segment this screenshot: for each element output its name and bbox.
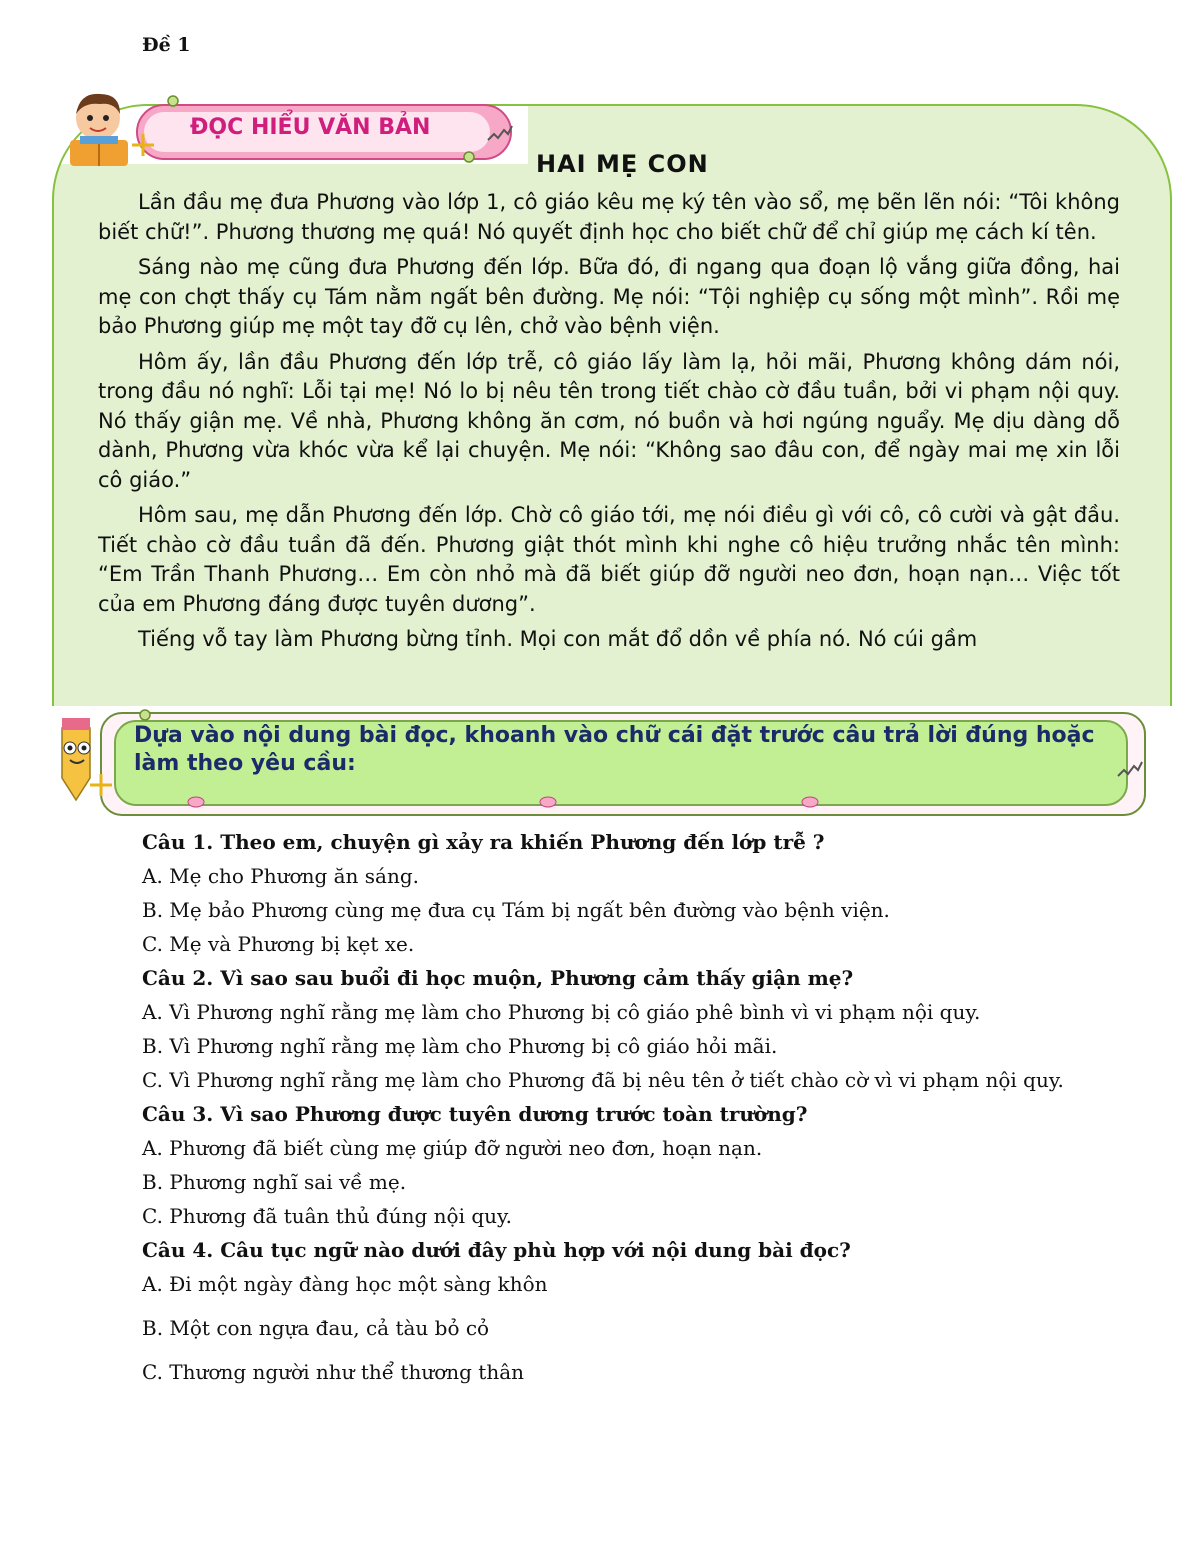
question-list: [142, 830, 1142, 1404]
question-title: Câu 2. Vì sao sau buổi đi học muộn, Phương cảm thấy giận mẹ?: [142, 966, 854, 990]
dot-icon: [462, 150, 476, 164]
question-title: Câu 1. Theo em, chuyện gì xảy ra khiến Phương đến lớp trễ ?: [142, 830, 825, 854]
petal-icon: [538, 794, 558, 810]
question-2: [142, 966, 1142, 1092]
dot-icon: [166, 94, 180, 108]
answer-option[interactable]: B. Vì Phương nghĩ rằng mẹ làm cho Phương bị cô giáo hỏi mãi.: [142, 1034, 778, 1058]
question-title: Câu 4. Câu tục ngữ nào dưới đây phù hợp với nội dung bài đọc?: [142, 1238, 851, 1262]
answer-option[interactable]: C. Vì Phương nghĩ rằng mẹ làm cho Phương đã bị nêu tên ở tiết chào cờ vì vi phạm nội quy.: [142, 1068, 1064, 1092]
answer-option[interactable]: B. Mẹ bảo Phương cùng mẹ đưa cụ Tám bị ngất bên đường vào bệnh viện.: [142, 898, 890, 922]
answer-option[interactable]: A. Mẹ cho Phương ăn sáng.: [142, 864, 420, 888]
question-4: [142, 1238, 1142, 1384]
answer-option[interactable]: C. Mẹ và Phương bị kẹt xe.: [142, 932, 415, 956]
question-1: [142, 830, 1142, 956]
sparkle-icon: [88, 772, 114, 798]
passage-text: [98, 188, 1120, 700]
boy-reading-icon: [60, 88, 138, 170]
petal-icon: [186, 794, 206, 810]
paragraph: Tiếng vỗ tay làm Phương bừng tỉnh. Mọi con mắt đổ dồn về phía nó. Nó cúi gầm: [138, 627, 978, 651]
answer-option[interactable]: A. Vì Phương nghĩ rằng mẹ làm cho Phương bị cô giáo phê bình vì vi phạm nội quy.: [142, 1000, 981, 1024]
question-3: [142, 1102, 1142, 1228]
story-title: HAI MẸ CON: [536, 150, 709, 178]
paragraph: Sáng nào mẹ cũng đưa Phương đến lớp. Bữa đó, đi ngang qua đoạn lộ vắng giữa đồng, hai mẹ con chợt thấy cụ Tám nằm ngất bên đường. Mẹ nói: “Tội nghiệp cụ sống một mình”. Rồi mẹ bảo Phương giúp mẹ một tay đỡ cụ lên, chở vào bệnh viện.: [98, 255, 1120, 338]
answer-option[interactable]: B. Một con ngựa đau, cả tàu bỏ cỏ: [142, 1316, 490, 1340]
exam-number: Đề 1: [142, 34, 191, 56]
paragraph: Lần đầu mẹ đưa Phương vào lớp 1, cô giáo kêu mẹ ký tên vào sổ, mẹ bẽn lẽn nói: “Tôi không biết chữ!”. Phương thương mẹ quá! Nó quyết định học cho biết chữ để chỉ giúp mẹ cách kí tên.: [98, 190, 1120, 244]
dot-icon: [138, 708, 152, 722]
question-title: Câu 3. Vì sao Phương được tuyên dương trước toàn trường?: [142, 1102, 808, 1126]
sparkle-icon: [130, 132, 156, 158]
section-label: ĐỌC HIỂU VĂN BẢN: [190, 115, 431, 140]
squiggle-icon: [484, 116, 514, 146]
paragraph: Hôm ấy, lần đầu Phương đến lớp trễ, cô giáo lấy làm lạ, hỏi mãi, Phương không dám nói, trong đầu nó nghĩ: Lỗi tại mẹ! Nó lo bị nêu tên trong tiết chào cờ đầu tuần, bởi vi phạm nội quy. Nó thấy giận mẹ. Về nhà, Phương không ăn cơm, nó buồn và hơi ngúng nguẩy. Mẹ dịu dàng dỗ dành, Phương vừa khóc vừa kể lại chuyện. Mẹ nói: “Không sao đâu con, để ngày mai mẹ xin lỗi cô giáo.”: [98, 349, 1120, 492]
answer-option[interactable]: B. Phương nghĩ sai về mẹ.: [142, 1170, 407, 1194]
petal-icon: [800, 794, 820, 810]
answer-option[interactable]: C. Thương người như thể thương thân: [142, 1360, 525, 1384]
squiggle-icon: [1114, 752, 1144, 782]
answer-option[interactable]: A. Đi một ngày đàng học một sàng khôn: [142, 1272, 548, 1296]
answer-option[interactable]: A. Phương đã biết cùng mẹ giúp đỡ người neo đơn, hoạn nạn.: [142, 1136, 763, 1160]
answer-option[interactable]: C. Phương đã tuân thủ đúng nội quy.: [142, 1204, 513, 1228]
instruction-text: Dựa vào nội dung bài đọc, khoanh vào chữ cái đặt trước câu trả lời đúng hoặc làm theo yêu cầu:: [134, 723, 1095, 776]
paragraph: Hôm sau, mẹ dẫn Phương đến lớp. Chờ cô giáo tới, mẹ nói điều gì với cô, cô cười và gật đầu. Tiết chào cờ đầu tuần đã đến. Phương giật thót mình khi nghe cô hiệu trưởng nhắc tên mình: “Em Trần Thanh Phương… Em còn nhỏ mà đã biết giúp đỡ người neo đơn, hoạn nạn… Việc tốt của em Phương đáng được tuyên dương”.: [98, 503, 1120, 616]
